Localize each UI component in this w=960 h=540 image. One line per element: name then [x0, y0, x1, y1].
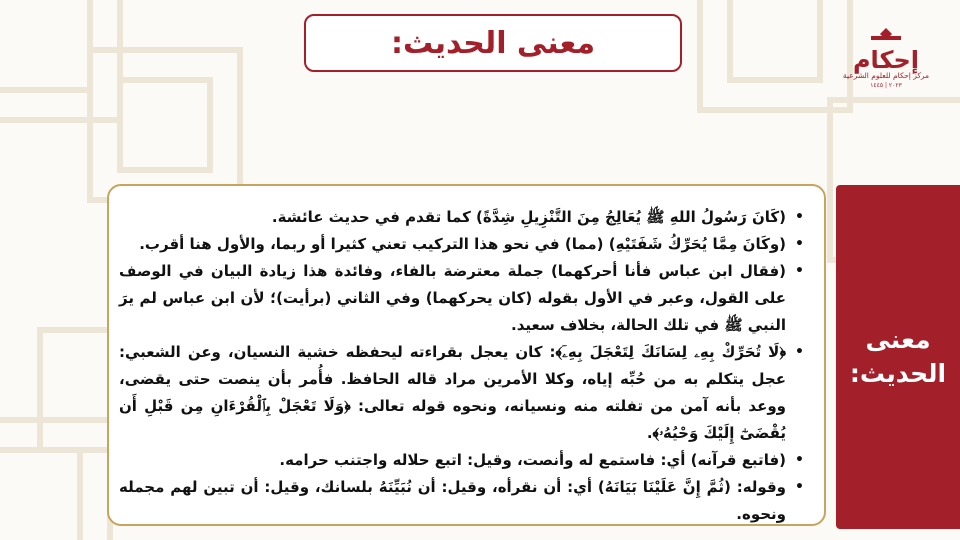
list-item: • (كَانَ رَسُولُ اللهِ ﷺ يُعَالِجُ مِنَ التَّنْزِيلِ شِدَّةً) كما تقدم في حديث عائشة. [119, 204, 786, 231]
list-item: • ﴿لَا تُحَرِّكْ بِهِۦ لِسَانَكَ لِتَعْجَلَ بِهِۦٓ﴾: كان يعجل بقراءته ليحفظه خشية النسيان، وعن الشعبي: عجل يتكلم به من حُبِّه إياه، وكلا الأمرين مراد قاله الحافظ. فأُمر بأن ينصت حتى يقضى، ووعد بأنه آمن من تفلته منه ونسيانه، ونحوه قوله تعالى: ﴿وَلَا تَعْجَلْ بِٱلْقُرْءَانِ مِن قَبْلِ أَن يُقْضَىٰٓ إِلَيْكَ وَحْيُهُۥ﴾. [119, 339, 786, 447]
logo-wordmark: إحكام [852, 46, 920, 74]
list-item: • وقوله: (ثُمَّ إِنَّ عَلَيْنَا بَيَانَهُ) أي: أن نقرأه، وقيل: أن نُبَيِّنَهُ بلسانك، وقيل: أن تبين لهم مجمله ونحوه. [119, 474, 786, 526]
logo-subtitle: مركز إحكام للعلوم الشرعية [842, 71, 930, 80]
explanation-list [119, 204, 806, 526]
list-item: • (فاتبع قرآنه) أي: فاستمع له وأنصت، وقيل: اتبع حلاله واجتنب حرامه. [119, 447, 786, 474]
side-panel [836, 185, 960, 529]
list-item: • (فقال ابن عباس فأنا أحركهما) جملة معترضة بالفاء، وفائدة هذا زيادة البيان في الوصف على القول، وعبر في الأول بقوله (كان يحركهما) وفي الثاني (برأيت)؛ لأن ابن عباس لم يرَ النبي ﷺ في تلك الحالة، بخلاف سعيد. [119, 258, 786, 339]
logo-subtitle-2: ٢٠٢٣ | ١٤٤٥ [870, 82, 902, 89]
list-item: • (وكَانَ مِمَّا يُحَرِّكُ شَفَتَيْهِ) (مما) في نحو هذا التركيب تعني كثيرا أو ربما، والأول هنا أقرب. [119, 231, 786, 258]
page-title: معنى الحديث: [390, 25, 596, 61]
content-box [107, 184, 826, 526]
side-panel-label: معنى الحديث: [849, 325, 947, 388]
title-box [304, 14, 682, 72]
